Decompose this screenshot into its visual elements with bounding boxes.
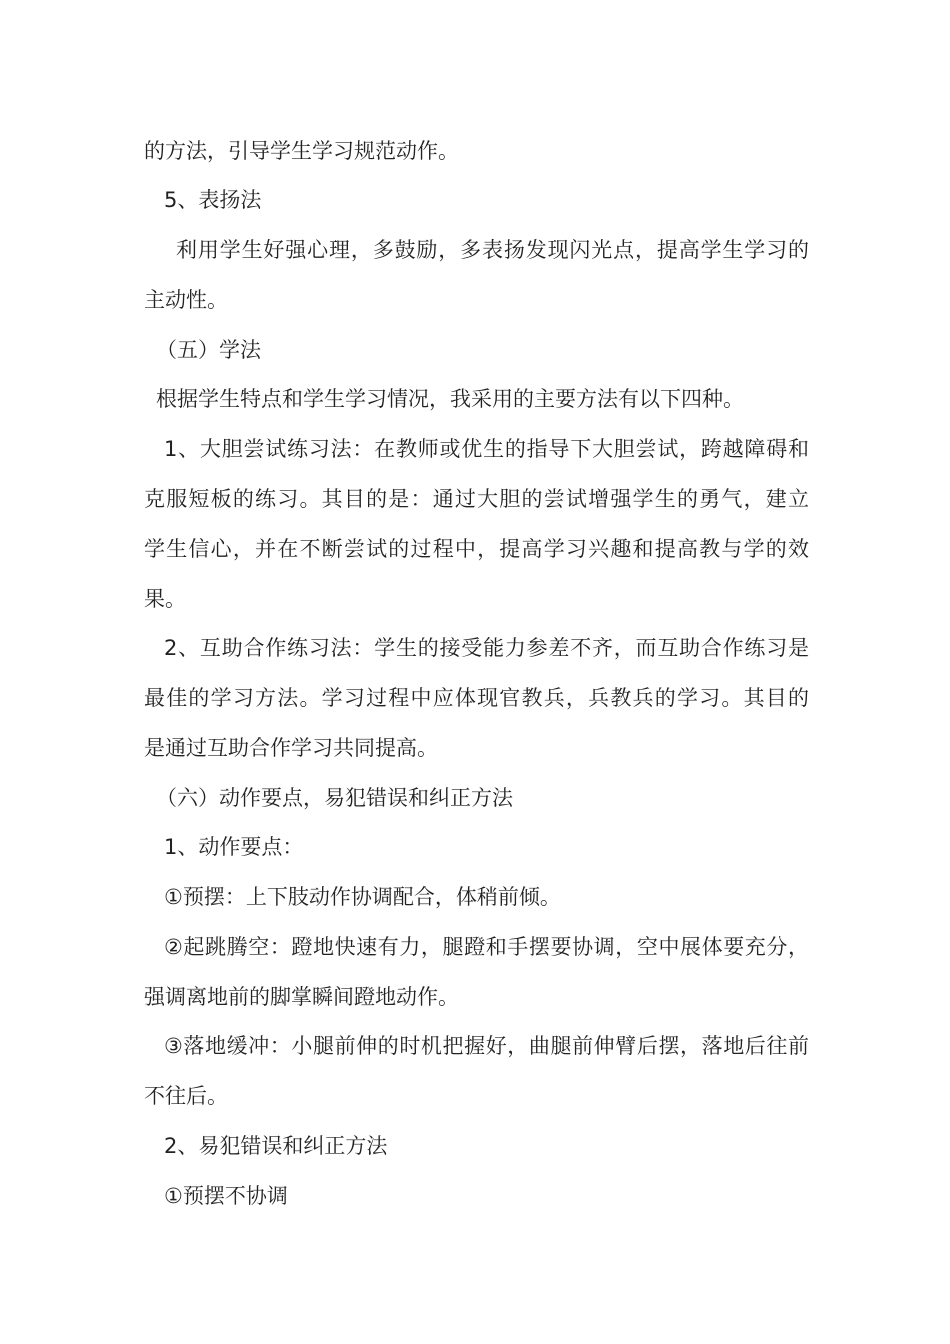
text-line: 是通过互助合作学习共同提高。 [144, 736, 438, 760]
text-line: 的方法，引导学生学习规范动作。 [144, 139, 459, 163]
text-line: 根据学生特点和学生学习情况，我采用的主要方法有以下四种。 [156, 387, 744, 411]
text-line: 强调离地前的脚掌瞬间蹬地动作。 [144, 985, 459, 1009]
text-line: 最佳的学习方法。学习过程中应体现官教兵，兵教兵的学习。其目的 [144, 686, 809, 710]
text-line: 1、动作要点： [164, 835, 304, 859]
text-line: 学生信心，并在不断尝试的过程中，提高学习兴趣和提高教与学的效 [144, 537, 809, 561]
text-line: 克服短板的练习。其目的是：通过大胆的尝试增强学生的勇气，建立 [144, 487, 809, 511]
text-line: 1、大胆尝试练习法：在教师或优生的指导下大胆尝试，跨越障碍和 [164, 437, 809, 461]
text-line: 主动性。 [144, 288, 228, 312]
text-line: ②起跳腾空：蹬地快速有力，腿蹬和手摆要协调，空中展体要充分， [164, 935, 809, 959]
text-line: 5、表扬法 [164, 188, 262, 212]
text-line: 2、互助合作练习法：学生的接受能力参差不齐，而互助合作练习是 [164, 636, 809, 660]
text-line: 利用学生好强心理，多鼓励，多表扬发现闪光点，提高学生学习的 [176, 238, 809, 262]
text-line: 不往后。 [144, 1084, 228, 1108]
text-line: 果。 [144, 587, 186, 611]
section-heading: （五）学法 [156, 338, 261, 362]
text-line: 2、易犯错误和纠正方法 [164, 1134, 388, 1158]
text-line: ①预摆不协调 [164, 1184, 288, 1208]
text-line: ③落地缓冲：小腿前伸的时机把握好，曲腿前伸臂后摆，落地后往前 [164, 1034, 809, 1058]
text-line: ①预摆：上下肢动作协调配合，体稍前倾。 [164, 885, 561, 909]
section-heading: （六）动作要点，易犯错误和纠正方法 [156, 786, 513, 810]
